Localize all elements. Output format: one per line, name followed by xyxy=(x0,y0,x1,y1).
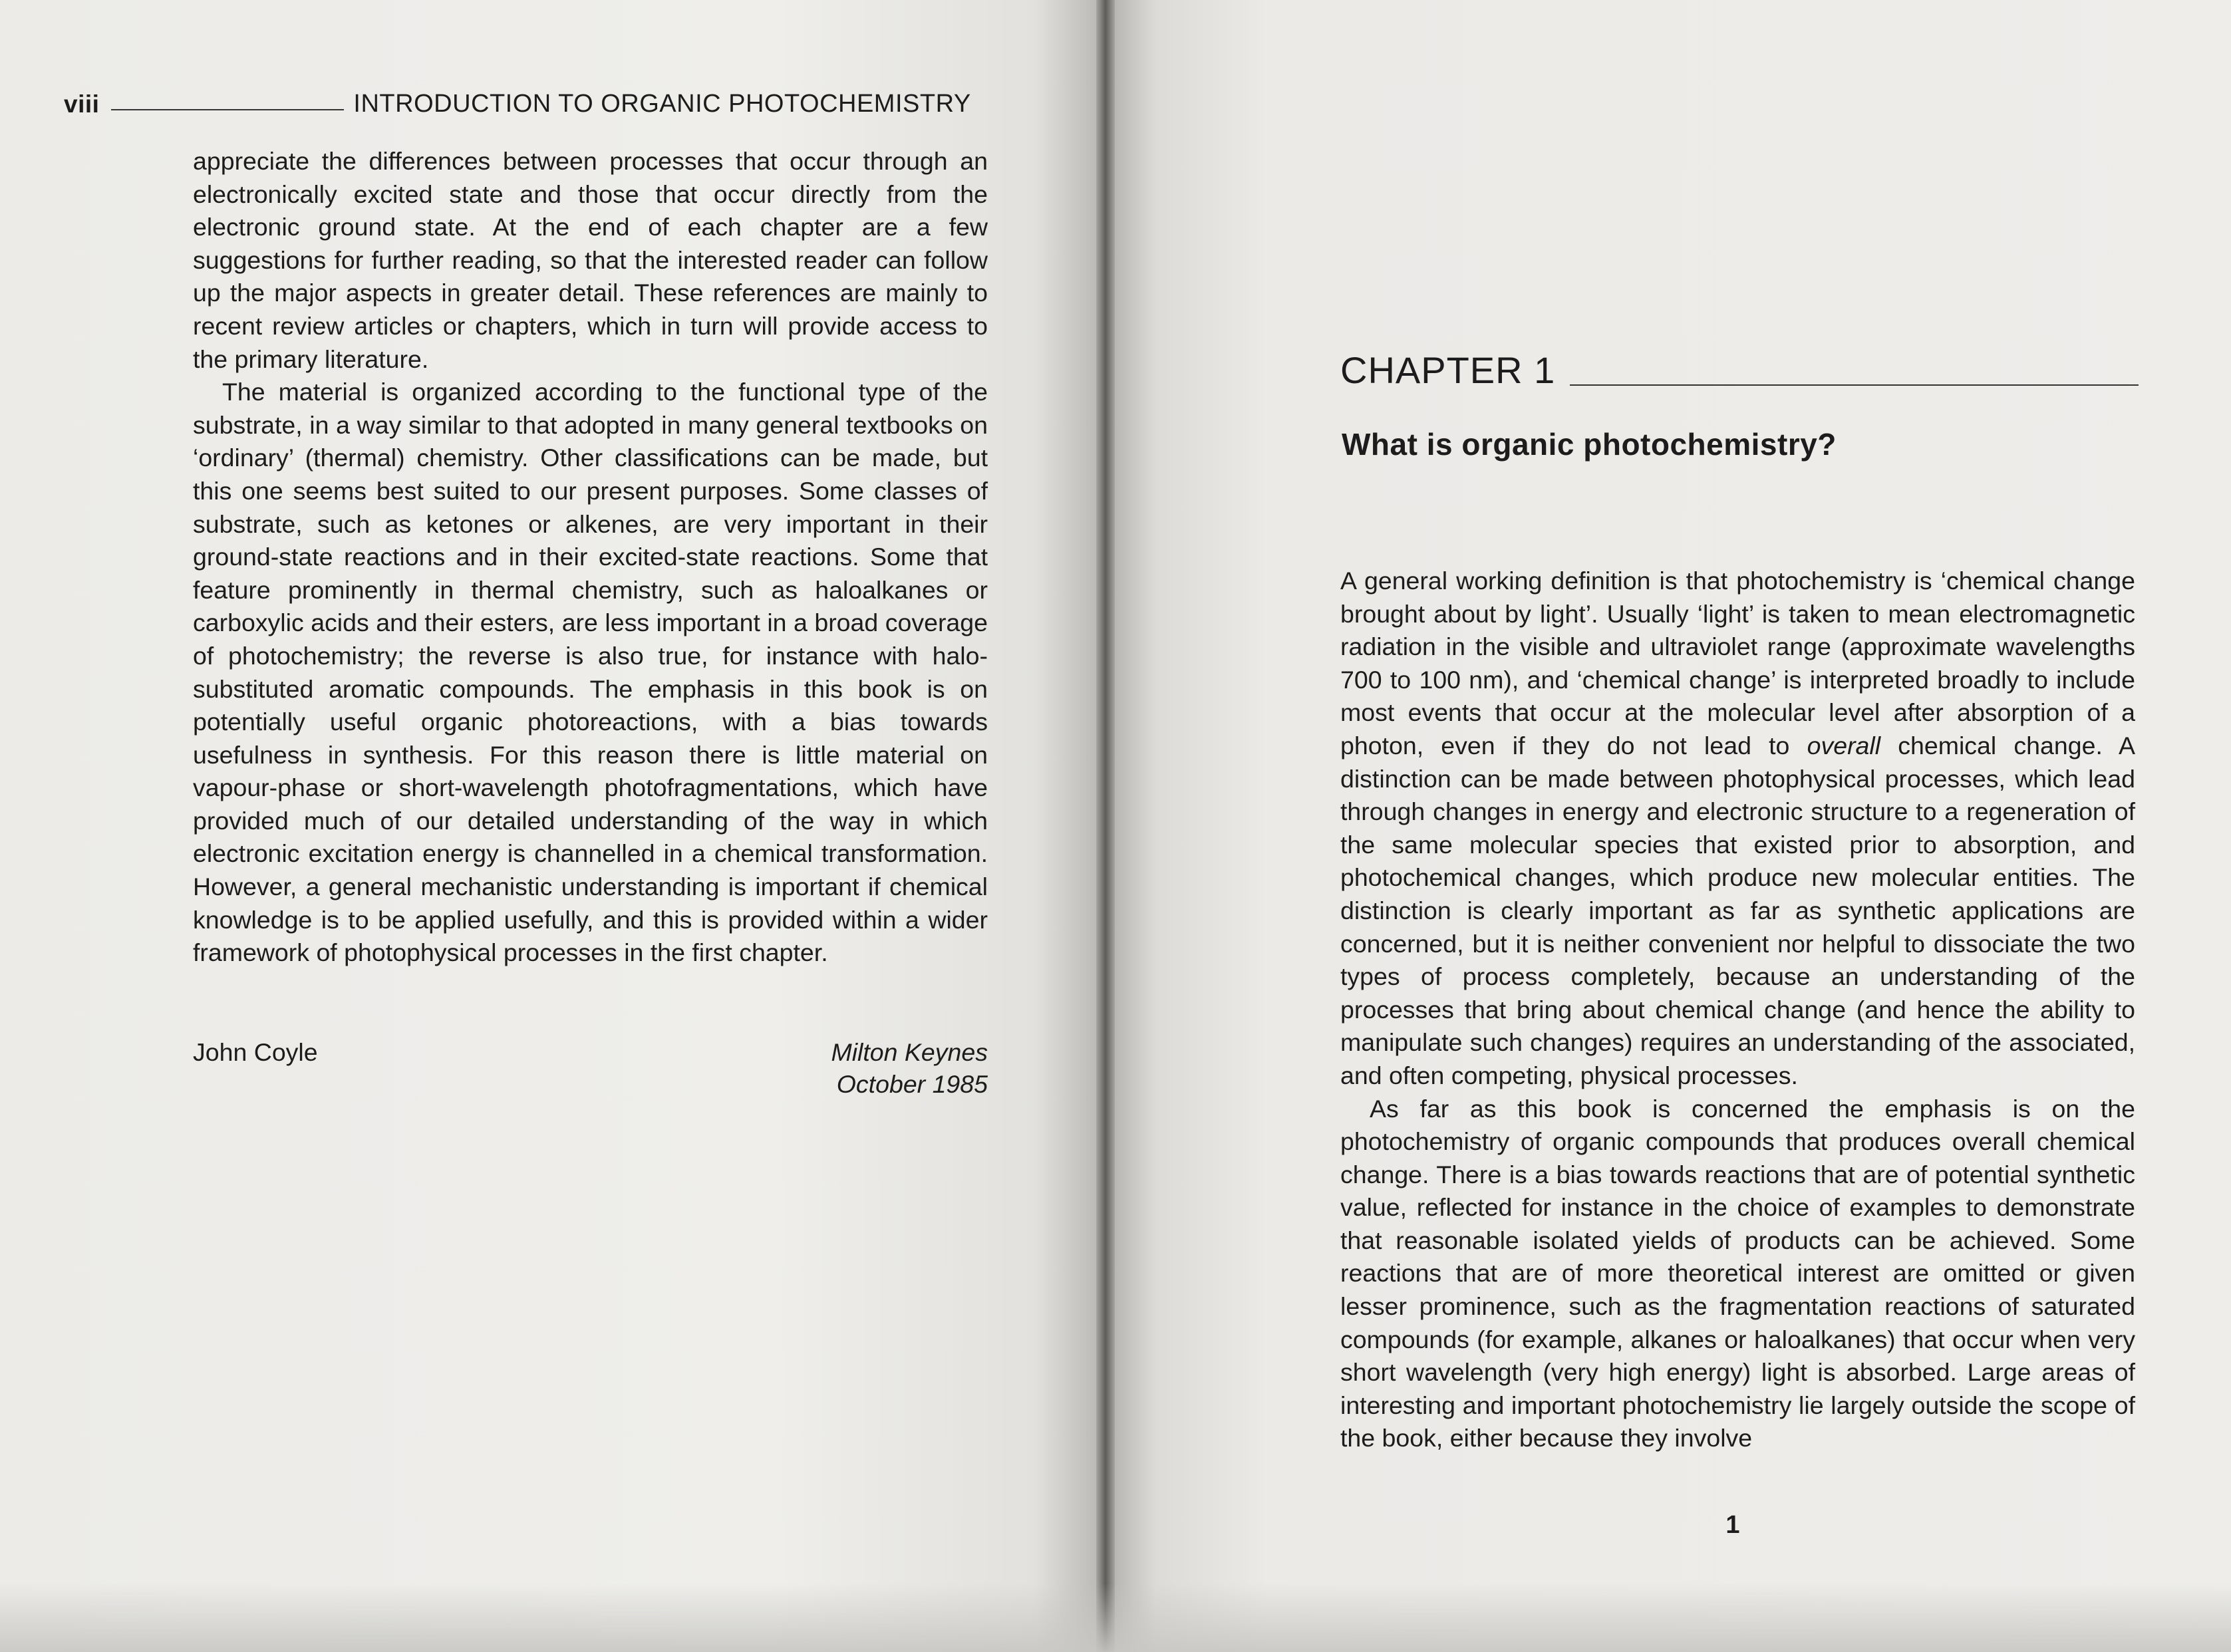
running-head-title: INTRODUCTION TO ORGANIC PHOTOCHEMISTRY xyxy=(353,90,971,118)
signature-place-date xyxy=(831,1036,988,1100)
signature-date: October 1985 xyxy=(836,1070,988,1098)
chapter-heading xyxy=(1340,346,2139,392)
emphasis-overall: overall xyxy=(1807,731,1881,759)
chapter-paragraph xyxy=(1340,565,2135,1093)
preface-paragraph: appreciate the differences between processes that occur through an electronically excited state and those that occur directly from the electronic ground state. At the end of each chapter are a few suggestions for further reading, so that the interested reader can follow up the major aspects in greater detail. These references are mainly to recent review articles or chapters, which in turn will provide access to the primary literature. xyxy=(193,147,988,373)
chapter-title: What is organic photochemistry? xyxy=(1342,427,1837,462)
chapter-paragraph-part: A general working definition is that photochemistry is ‘chemical change brought about by light’. Usually ‘light’ is taken to mean electromagnetic radiation in the visible and ultraviolet range (approximate wavelengths 700 to 100 nm), and ‘chemical change’ is interpreted broadly to include most events that occur at the molecular level after absorption of a photon, even if they do not lead to xyxy=(1340,567,2135,759)
preface-text xyxy=(193,145,988,970)
page-number-right: 1 xyxy=(1725,1511,1740,1539)
book-gutter xyxy=(1096,0,1115,1652)
chapter-rule xyxy=(1570,384,2139,386)
running-head-rule xyxy=(111,109,344,110)
chapter-paragraph-part: chemical change. A distinction can be made between photophysical processes, which lead through changes in energy and electronic structure to a regeneration of the same molecular species that existed prior to absorption, and photochemical changes, which produce new molecular entities. The distinction is clearly important as far as synthetic applications are concerned, but it is neither convenient nor helpful to dissociate the two types of process completely, because an understanding of the processes that bring about chemical change (and hence the ability to manipulate such changes) requires an understanding of the associated, and often competing, physical processes. xyxy=(1340,731,2136,1089)
page-bottom-shadow xyxy=(0,1583,2231,1652)
preface-paragraph: The material is organized according to the functional type of the substrate, in a way similar to that adopted in many general textbooks on ‘ordinary’ (thermal) chemistry. Other classifications can be made, but this one seems best suited to our present purposes. Some classes of substrate, such as ketones or alkenes, are very important in their ground-state reactions and in their excited-state reactions. Some that feature prominently in thermal chemistry, such as haloalkanes or carboxylic acids and their esters, are less important in a broad coverage of photochemistry; the reverse is also true, for instance with halo-substituted aromatic compounds. The emphasis in this book is on potentially useful organic photoreactions, with a bias towards usefulness in synthesis. For this reason there is little material on vapour-phase or short-wavelength photofragmentations, which have provided much of our detailed understanding of the way in which electronic excitation energy is channelled in a chemical transformation. However, a general mechanistic understanding is important if chemical knowledge is to be applied usefully, and this is provided within a wider framework of photophysical processes in the first chapter. xyxy=(193,378,988,967)
chapter-label: CHAPTER 1 xyxy=(1340,349,1556,391)
page-number-left: viii xyxy=(64,90,100,118)
chapter-paragraph: As far as this book is concerned the emphasis is on the photochemistry of organic compounds that produces overall chemical change. There is a bias towards reactions that are of potential synthetic value, reflected for instance in the choice of examples to demonstrate that reasonable isolated yields of products can be achieved. Some reactions that are of more theoretical interest are omitted or given lesser prominence, such as the fragmentation reactions of saturated compounds (for example, alkanes or haloalkanes) that occur when very short wavelength (very high energy) light is absorbed. Large areas of interesting and important photochemistry lie largely outside the scope of the book, either because they involve xyxy=(1340,1094,2135,1452)
running-head xyxy=(64,81,988,118)
author-name: John Coyle xyxy=(193,1038,318,1066)
signature-place: Milton Keynes xyxy=(831,1038,988,1066)
chapter-text xyxy=(1340,565,2135,1455)
